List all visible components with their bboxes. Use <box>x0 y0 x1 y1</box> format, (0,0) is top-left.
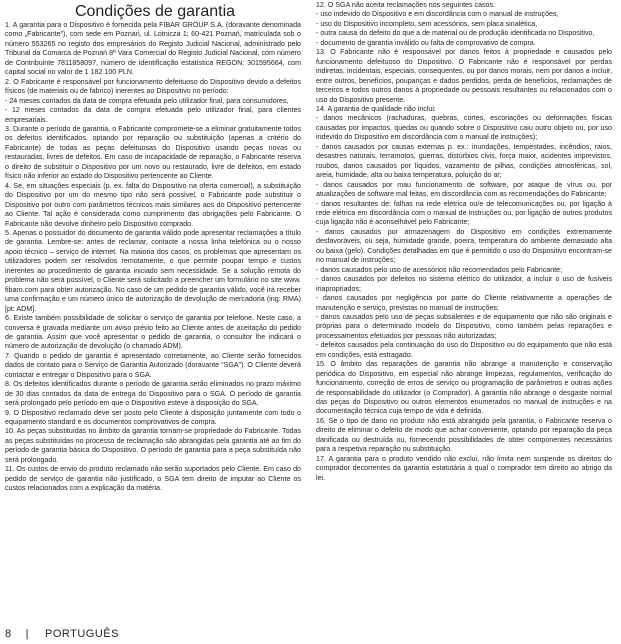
warranty-paragraph: 17. A garantia para o produto vendido não exclui, não limita nem suspende os direitos do comprador decorrentes da garantia estatutária à qual o comprador tem direito ao abrigo da lei. <box>316 454 612 482</box>
warranty-paragraph: - danos causados por armazenagem do Dispositivo em condições extremamente desfavoráveis, ou seja, humidade grande, poeira, temperatura do ambiente demasiado alta ou baixa (gelo). Condições detalhadas em que é permitido o uso do Dispositivo encontram-se no manual de instruções; <box>316 227 612 265</box>
page-footer <box>5 628 119 640</box>
warranty-paragraph: 8. Os defeitos identificados durante o período de garantia serão eliminados no prazo máximo de 30 dias contados da data de entrega do Dispositivo para o SGA. O período de garantia será prolongado pelo período em que o Dispositivo esteve à disposição do SGA. <box>5 380 301 408</box>
warranty-paragraph: - danos causados por mau funcionamento de software, por ataque de vírus ou, por atualizações de software mal feitas, em discordância com as recomendações do Fabricante; <box>316 180 612 199</box>
warranty-paragraph: - danos causados por causas externas p. ex.: inundações, tempestades, incêndios, raios, desastres naturais, terramotos, guerras, distúrbios civis, força maior, acidentes imprevistos, roubos, danos causados por líquidos, vazamento de pilhas, condições atmosféricas, sol, areia, humidade, alta ou baixa temperatura, poluição do ar; <box>316 142 612 180</box>
warranty-paragraph: 7. Quando o pedido de garantia é apresentado corretamente, ao Cliente serão fornecidos dados de contato para o Serviço de Garantia Autorizado (doravante “SGA”). O Cliente deverá contactar e entregar o Dispositivo para o SGA. <box>5 351 301 379</box>
warranty-paragraph: - danos resultantes de: falhas na rede elétrica ou/e de telecomunicações ou, por ligação à rede elétrica em discordância com o manual de instruções ou, por ligação de outros produtos cuja ligação não é aconselhável pelo Fabricante; <box>316 199 612 227</box>
warranty-paragraph: 2. O Fabricante é responsável por funcionamento defeituoso do Dispositivo devido a defeitos físicos (de materiais ou de fabrico) inerentes ao Dispositivo no período: <box>5 77 301 96</box>
warranty-paragraph: - danos causados por negligência por parte do Cliente relativamente a operações de manutenção e serviço, previstas no manual de instruções; <box>316 294 612 312</box>
warranty-paragraph: 15. O âmbito das reparações de garantia não abrange a manutenção e conservação periódica do Dispositivo, em especial não abrange limpezas, regulamentos, verificação do funcionamento, correção de erros de serviço ou programação de parâmetros e outras ações de responsabilidade do utilizador (o Comprador). A garantia não abrange o desgaste normal das peças do Dispositivo ou outros elementos enumerados no manual de instruções e na documentação técnica cuja tempo de vida é definida. <box>316 360 612 416</box>
warranty-paragraph: - danos causados pelo uso de acessórios não recomendados pelo Fabricante; <box>316 265 563 274</box>
warranty-paragraph: - 24 meses contados da data de compra efetuada pelo utilizador final, para consumidores, <box>5 96 289 105</box>
warranty-paragraph: 5. Apenas o possuidor do documento de garantia válido pode apresentar reclamações a título de garantia. Lembre-se: antes de reclamar, contacte a nossa linha telefónica ou o nosso apoio técnico – serviço de internet. Na maioria dos casos, os problemas que apresentam os utilizadores podem ser resolvidos remotamente, o que permite poupar tempo e custos inerentes ao procedimento de garantia iniciado sem necessidade. Se a solução remota do problema não será possível, o Cliente será solicitado a preencher um formulário no site www. fibaro.com para obter autorização. No caso de um pedido de garantia válido, você irá receber uma confirmação e um número único de autorização de devolução de mercadoria (ing: RMA) [pt: ADM]. <box>5 228 301 313</box>
warranty-paragraph: - 12 meses contados da data de compra efetuada pelo utilizador final, para clientes empresariais. <box>5 106 301 124</box>
warranty-paragraph: 9. O Dispositivo reclamado deve ser posto pelo Cliente à disposição juntamente com todo o equipamento standard e os documentos comprovativos de compra. <box>5 408 301 427</box>
warranty-paragraph: 11. Os custos de envio do produto reclamado não serão suportados pelo Cliente. Em caso do pedido de serviço de garantia não justificado, o SGA tem direito de imputar ao Cliente os custos relacionados com a explicação da matéria. <box>5 465 301 493</box>
warranty-paragraph: - danos causados por defeitos no sistema elétrico do utilizador, a incluir o uso de fusíveis inapropriados; <box>316 275 612 293</box>
warranty-paragraph: 10. As peças substituídas no âmbito da garantia tornam-se propriedade do Fabricante. Todas as peças substituídas no processo de reclamação são abrangidas pela garantia até ao fim do período de garantia básica do Dispositivo. O período de garantia para a peça substituída não será prolongado. <box>5 427 301 464</box>
footer-language: PORTUGUÊS <box>44 628 119 640</box>
left-column <box>5 21 301 616</box>
warranty-paragraph: 4. Se, em situações especiais (p. ex. falta do Dispositivo na oferta comercial), a substituição do Dispositivo por um do mesmo tipo não será possível, o Fabricante pode substituir o Dispositivo por outro com parâmetros técnicos mais similares aos do Dispositivo pertencente ao Cliente. Tal ação é considerada como cumprimento das obrigações pelo Fabricante. O Fabricante não devolve dinheiro pelo Dispositivo comprado. <box>5 181 301 228</box>
warranty-paragraph: 14. A garantia de qualidade não inclui: <box>316 104 436 113</box>
right-column <box>316 1 612 601</box>
warranty-paragraph: - uso indevido do Dispositivo e em discordância com o manual de instruções, <box>316 10 559 19</box>
warranty-paragraph: - documento de garantia inválido ou falta de comprovativo de compra. <box>316 38 536 47</box>
warranty-paragraph: 13. O Fabricante não é responsável por danos feitos à propriedade e causados pelo funcionamento defeituoso do Dispositivo. O Fabricante não é responsável por perdas indiretas, incidentais, especiais, consequentes, ou por danos morais, nem por danos a incluir, entre outros, benefícios, poupanças e dados perdidos, perda de benefícios, reclamações de terceiros e todos outros danos à propriedade ou pessoais resultantes ou relacionados com o uso do Dispositivo presente. <box>316 48 612 104</box>
page-number: 8 <box>5 628 12 640</box>
footer-separator: | <box>25 628 29 640</box>
warranty-paragraph: 1. A garantia para o Dispositivo é fornecida pela FIBAR GROUP S.A. (doravante denominada como „Fabricante”), com sede em Poznań, ul. Lotnicza 1; 60-421 Poznań, matriculada sob o número 553265 no registo dos empresários do Registo Judicial Nacional, administrado pelo Tribunal da Comarca de Poznań 8ª Vara Comercial do Registo Judicial Nacional, com número de Contribuinte 7811858097, número de identificação estatística REGON: 301595664, com capital social no valor de 1 182 100 PLN. <box>5 21 301 77</box>
warranty-paragraph: - danos causados pelo uso de peças subsalentes e de equipamento que não são originais e próprias para o determinado modelo do Dispositivo, como também pelas reparações e processamentos efetuados por pessoas não autorizadas; <box>316 312 612 340</box>
warranty-paragraph: - outra causa do defeito do que a de material ou de produção identificada no Dispositivo, <box>316 29 595 38</box>
warranty-paragraph: 12. O SGA não aceita reclamações nos seguintes casos: <box>316 1 496 9</box>
warranty-paragraph: - danos mecânicos (rachaduras, quebras, cortes, escoriações ou deformações físicas causadas por impactos, quedas ou quando sobre o Dispositivo caiu outro objeto ou, por uso indevido do Dispositivo em discordância com o manual de instruções); <box>316 114 612 142</box>
warranty-paragraph: 16. Se o tipo de dano no produto não está abrangido pela garantia, o Fabricante reserva o direito de eliminar o defeito de modo que achar conveniente, optando por reparação da peça danificada ou destruída ou, fornecendo possibilidades de obter componentes necessários para a respetiva reparação ou substituição. <box>316 416 612 454</box>
warranty-paragraph: - uso do Dispositivo incompleto, sem acessórios, sem placa sinalética, <box>316 19 538 28</box>
warranty-paragraph: 3. Durante o período de garantia, o Fabricante compromete-se a eliminar gratuitamente todos os defeitos identificados, optando por reparação ou substituição (apenas a critério do Fabricante) de todas as peças defeituosas do Dispositivo usando peças novas ou restauradas, livres de defeitos. Em caso de incapacidade de reparação, o Fabricante reserva o direito de substituir o Dispositivo por um novo ou restaurado, livre de defeitos, em estado físico não inferior ao estado do Dispositivo pertencente ao Cliente. <box>5 124 301 181</box>
warranty-paragraph: - defeitos causados pela continuação do uso do Dispositivo ou do equipamento que não está em condições, está estragado. <box>316 341 612 359</box>
warranty-paragraph: 6. Existe também possibilidade de solicitar o serviço de garantia por telefone. Neste caso, a conversa é gravada mediante um aviso prévio feito ao Cliente antes de aceitação do pedido de garantia. Assim que você apresentar o pedido de garantia, o consultor lhe indicará o número de autorização de devolução (o chamado ADM). <box>5 314 301 351</box>
page-title: Condições de garantia <box>74 3 236 20</box>
